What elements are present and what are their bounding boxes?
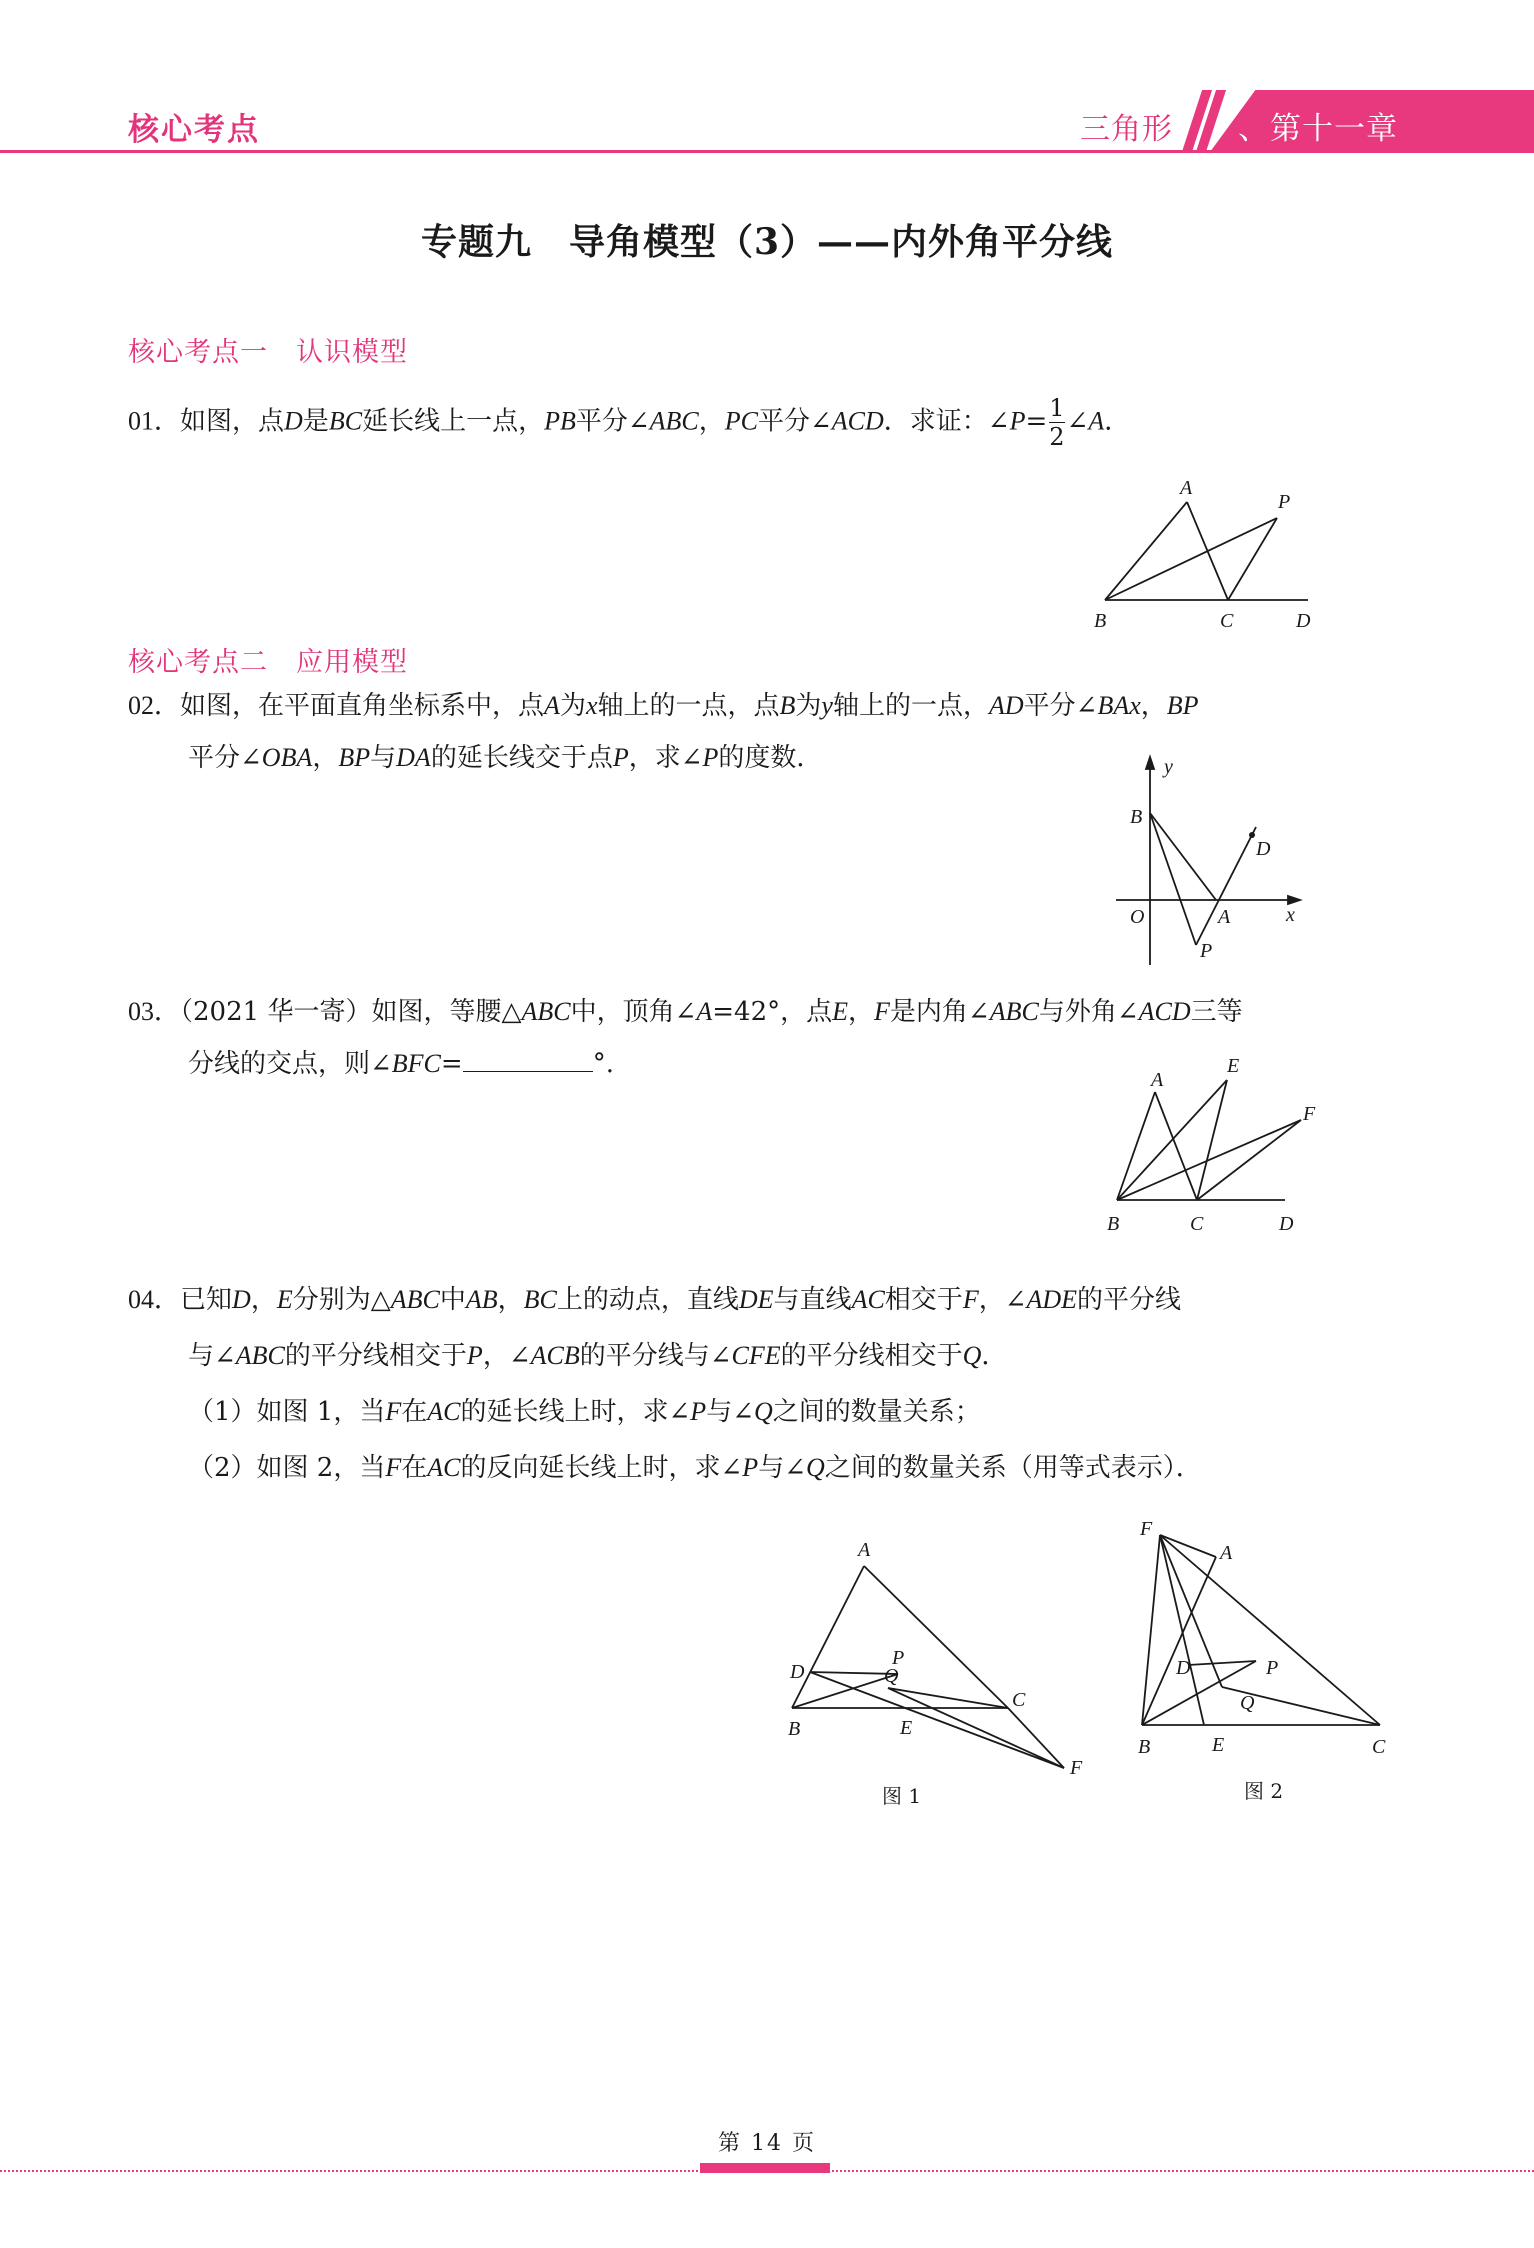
text: ， (698, 406, 725, 437)
text: 上的动点，直线 (556, 1285, 739, 1315)
text: 的平分线相交于 (284, 1341, 467, 1371)
label-x: x (1286, 904, 1295, 926)
text: 平分∠ (188, 743, 262, 773)
line-BF (1117, 1120, 1301, 1200)
var: A (544, 691, 560, 720)
text: ． (1104, 406, 1131, 437)
var: E (276, 1285, 293, 1314)
var: P (742, 1453, 759, 1482)
label-F: F (1070, 1757, 1083, 1779)
line-BP (1150, 813, 1196, 945)
text: 已知 (180, 1285, 233, 1315)
text: 轴上的一点，点 (597, 691, 780, 721)
label-E: E (1227, 1055, 1240, 1077)
var: P (702, 743, 719, 772)
var: ACD (1138, 997, 1191, 1026)
header-subject: 三角形 (1080, 112, 1173, 147)
problem-number: 03． (128, 997, 181, 1026)
text: 如图，点 (180, 406, 285, 437)
var: Q (805, 1453, 825, 1482)
figure-3-diagram (1095, 1050, 1345, 1240)
label-C: C (1190, 1213, 1204, 1235)
var: P (690, 1397, 707, 1426)
line-BA (1117, 1092, 1155, 1200)
var: P (1009, 406, 1026, 436)
label-D: D (1279, 1213, 1294, 1235)
line-BP (1105, 518, 1277, 600)
label-E: E (1212, 1734, 1225, 1756)
var: BC (523, 1285, 557, 1314)
line-FQ (888, 1688, 1064, 1768)
fraction-denominator: 2 (1049, 423, 1065, 451)
text: 如图，在平面直角坐标系中，点 (180, 691, 545, 721)
fraction-numerator: 1 (1049, 394, 1065, 422)
line-DP (1188, 1661, 1256, 1665)
text: ， (250, 1285, 277, 1315)
line-BA (1150, 813, 1216, 900)
var: Q (962, 1341, 982, 1370)
text: 与 (370, 743, 397, 773)
var: F (385, 1397, 402, 1426)
var: Q (753, 1397, 773, 1426)
text: ， (848, 997, 875, 1027)
label-C: C (1372, 1736, 1386, 1758)
figure-2-diagram (1110, 755, 1310, 970)
text: 的平分线相交于 (780, 1341, 963, 1371)
label-Q: Q (884, 1665, 899, 1687)
text: 与外角∠ (1038, 997, 1139, 1027)
text: 中，顶角∠ (570, 997, 697, 1027)
header-left-label: 核心考点 (128, 112, 260, 148)
sub-question-2 (128, 1440, 1398, 1496)
text: 平分∠ (575, 406, 650, 437)
line-AC (1155, 1092, 1197, 1200)
var: ACB (530, 1341, 580, 1370)
text: 与∠ (758, 1453, 806, 1483)
figure-4-2-diagram (1140, 1515, 1410, 1820)
label-B: B (1138, 1736, 1151, 1758)
text: ．求证：∠ (883, 406, 1010, 437)
text: = (440, 1049, 463, 1079)
label-F: F (1303, 1103, 1316, 1125)
fraction (1049, 394, 1064, 451)
var: ABC (521, 997, 571, 1026)
label-D: D (1176, 1657, 1191, 1679)
var: A (1088, 406, 1105, 436)
var: F (962, 1285, 979, 1314)
text: 在 (401, 1453, 428, 1483)
var: ADE (1026, 1285, 1078, 1314)
label-y: y (1164, 756, 1173, 778)
x-axis-arrow (1288, 896, 1300, 904)
label-C: C (1012, 1689, 1026, 1711)
section-label-2: 核心考点二 应用模型 (128, 647, 408, 678)
var: DA (396, 743, 431, 772)
text: 轴上的一点， (832, 691, 989, 721)
text: 与∠ (706, 1397, 754, 1427)
var: AB (465, 1285, 498, 1314)
problem-line-2 (128, 1328, 1398, 1384)
text: 的反向延长线上时，求∠ (460, 1453, 743, 1483)
text: 的平分线与∠ (579, 1341, 732, 1371)
line-BP (792, 1674, 898, 1708)
var: F (874, 997, 890, 1026)
text: ，求∠ (628, 743, 703, 773)
text: 与∠ (188, 1341, 236, 1371)
text: 的延长线交于点 (430, 743, 613, 773)
text: 延长线上一点， (362, 406, 545, 437)
label-A: A (1218, 906, 1231, 928)
line-CF (1008, 1708, 1064, 1768)
label-P: P (1278, 491, 1291, 513)
text: 是内角∠ (889, 997, 990, 1027)
var: ABC (235, 1341, 285, 1370)
var: BC (328, 406, 363, 436)
label-A: A (858, 1539, 871, 1561)
text: ，∠ (978, 1285, 1027, 1315)
text: 之间的数量关系； (772, 1397, 981, 1427)
problem-04 (128, 1272, 1398, 1496)
text: 与直线 (773, 1285, 852, 1315)
label-P: P (1266, 1657, 1279, 1679)
var: ABC (989, 997, 1039, 1026)
text: °. (592, 1049, 614, 1079)
var: x (585, 691, 598, 720)
text: 的度数． (718, 743, 823, 773)
line-DF (810, 1672, 1064, 1768)
text: ， (497, 1285, 524, 1315)
var: D (284, 406, 303, 436)
text: 三等 (1190, 997, 1243, 1027)
label-B: B (1107, 1213, 1120, 1235)
label-P: P (892, 1647, 905, 1669)
line-FE (1160, 1535, 1204, 1725)
var: ABC (649, 406, 699, 436)
page-title: 专题九 导角模型（3）——内外角平分线 (420, 221, 1114, 263)
var: A (696, 997, 713, 1026)
page-number: 第 14 页 (718, 2131, 816, 2156)
problem-line-1 (128, 986, 1398, 1038)
var: AC (427, 1453, 461, 1482)
problem-number: 01． (128, 406, 181, 436)
problem-01 (128, 394, 1398, 451)
text: （1）如图 1，当 (188, 1397, 386, 1427)
point-D (1249, 832, 1255, 838)
label-D: D (790, 1661, 805, 1683)
answer-blank[interactable] (463, 1050, 593, 1072)
line-CE (1197, 1080, 1227, 1200)
var: BAx (1097, 691, 1141, 720)
caption-fig-1: 图 1 (882, 1784, 922, 1808)
line-AB (792, 1566, 864, 1708)
text: 为 (559, 691, 586, 721)
label-O: O (1130, 906, 1145, 928)
text: 分线的交点，则∠ (188, 1049, 392, 1079)
text: ， (1140, 691, 1167, 721)
text: 的平分线 (1077, 1285, 1182, 1315)
label-P: P (1200, 940, 1213, 962)
problem-line-1 (128, 1272, 1398, 1328)
text: （2021 华一寄）如图，等腰△ (180, 997, 522, 1027)
label-A: A (1151, 1069, 1164, 1091)
line-FB (1142, 1535, 1160, 1725)
text: 分别为△ (292, 1285, 391, 1315)
var: ACD (831, 406, 884, 436)
var: DE (738, 1285, 774, 1314)
label-D: D (1256, 838, 1271, 860)
figure-1-diagram (1080, 470, 1340, 640)
var: ABC (390, 1285, 440, 1314)
text: 是 (302, 406, 329, 437)
text: ∠ (1066, 406, 1089, 437)
label-B: B (1094, 610, 1107, 632)
text: = (1025, 406, 1048, 437)
header-chapter: 、第十一章 (1238, 111, 1398, 147)
problem-number: 04． (128, 1285, 181, 1314)
var: E (832, 997, 849, 1026)
text: 平分∠ (758, 406, 832, 437)
label-A: A (1180, 477, 1193, 499)
label-A: A (1220, 1542, 1233, 1564)
text: 中 (439, 1285, 466, 1315)
text: =42°，点 (712, 997, 833, 1027)
page-header (0, 0, 1534, 160)
line-BE (1117, 1080, 1227, 1200)
var: F (385, 1453, 402, 1482)
text: 的延长线上时，求∠ (460, 1397, 691, 1427)
label-F: F (1140, 1518, 1153, 1540)
label-D: D (1296, 610, 1311, 632)
y-axis-arrow (1146, 757, 1154, 769)
var: y (821, 691, 833, 720)
figure-4-1-diagram (780, 1530, 1100, 1820)
section-label-1: 核心考点一 认识模型 (128, 337, 408, 368)
var: P (612, 743, 629, 772)
line-BA (1105, 502, 1187, 600)
var: P (466, 1341, 483, 1370)
text: ． (981, 1341, 1008, 1371)
var: B (779, 691, 796, 720)
label-Q: Q (1240, 1692, 1255, 1714)
var: OBA (261, 743, 313, 772)
footer-accent-bar (700, 2163, 830, 2173)
text: （2）如图 2，当 (188, 1453, 386, 1483)
var: AC (851, 1285, 885, 1314)
var: AD (988, 691, 1024, 720)
label-B: B (788, 1718, 801, 1740)
problem-number: 02． (128, 691, 181, 720)
sub-question-1 (128, 1384, 1398, 1440)
text: 为 (795, 691, 822, 721)
caption-fig-2: 图 2 (1244, 1779, 1284, 1803)
text: 之间的数量关系（用等式表示）． (824, 1453, 1202, 1483)
var: BFC (391, 1049, 441, 1078)
var: BP (338, 743, 371, 772)
text: ， (312, 743, 339, 773)
var: D (232, 1285, 251, 1314)
var: PB (544, 406, 576, 436)
text: 平分∠ (1023, 691, 1098, 721)
line-BP (1142, 1661, 1256, 1725)
text: 在 (401, 1397, 428, 1427)
label-E: E (900, 1717, 913, 1739)
text: ，∠ (482, 1341, 531, 1371)
var: BP (1166, 691, 1199, 720)
problem-line-1 (128, 680, 1398, 732)
label-C: C (1220, 610, 1234, 632)
label-B: B (1130, 806, 1143, 828)
line-CF (1197, 1120, 1301, 1200)
var: AC (427, 1397, 461, 1426)
var: CFE (731, 1341, 781, 1370)
text: 相交于 (884, 1285, 963, 1315)
var: PC (724, 406, 758, 436)
